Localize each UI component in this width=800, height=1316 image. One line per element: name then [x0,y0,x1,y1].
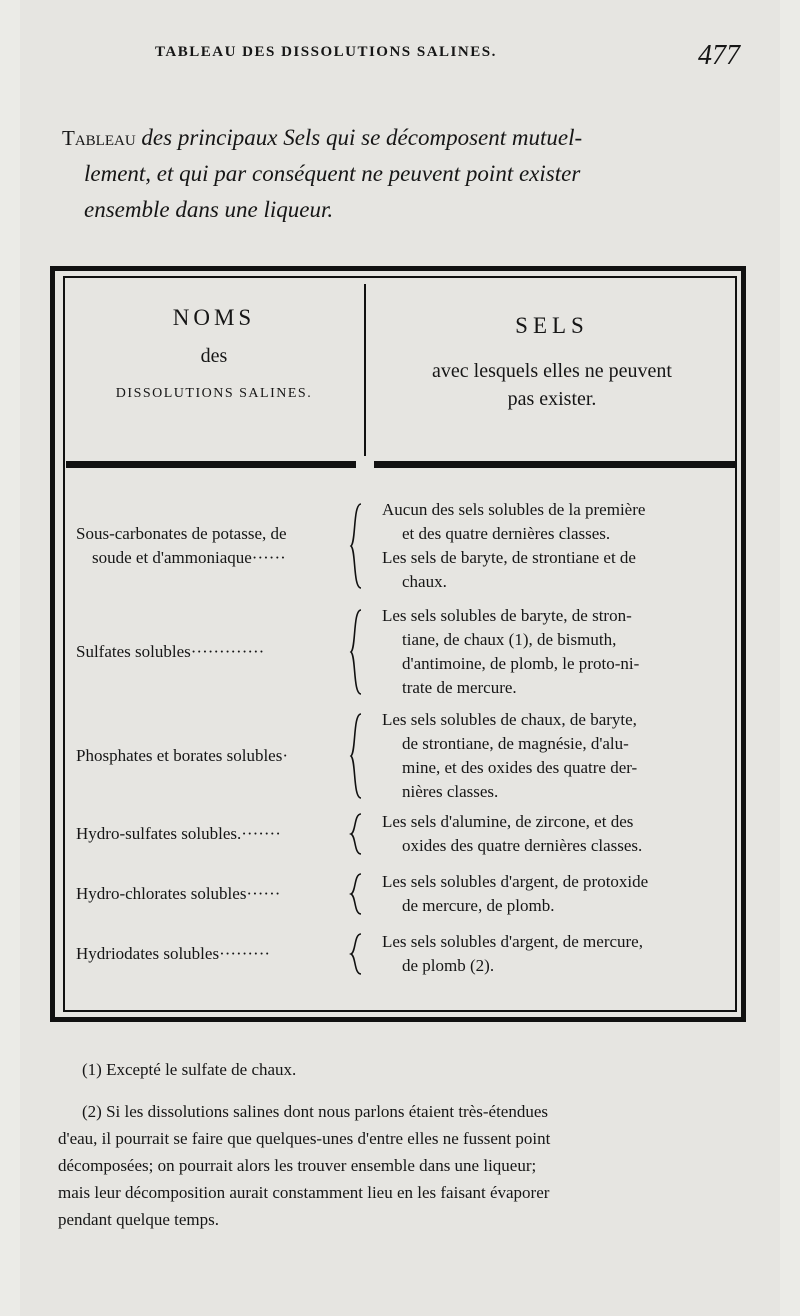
row-salts-line: oxides des quatre dernières classes. [402,836,643,855]
row-name-line: soude et d'ammoniaque······ [92,548,286,567]
row-salts-line: Les sels solubles de chaux, de baryte, [382,710,637,729]
row-salts [382,498,732,594]
row-salts-line: tiane, de chaux (1), de bismuth, [402,630,617,649]
brace-icon [349,608,363,696]
row-salts-line: Les sels solubles de baryte, de stron- [382,606,632,625]
column-header-salts-title: SELS [515,313,589,338]
caption-lead: Tableau [62,126,136,150]
table-row [66,604,738,700]
brace-icon [349,812,363,856]
column-header-names-title: NOMS [172,305,256,330]
row-salts-line: trate de mercure. [402,678,517,697]
table-row [66,810,738,858]
row-name-line: Hydriodates solubles········· [76,944,271,963]
row-salts-line: et des quatre dernières classes. [402,524,611,543]
row-salts-line: mine, et des oxides des quatre der- [402,758,638,777]
table-row [66,708,738,804]
row-salts [382,930,732,978]
caption-line-3: ensemble dans une liqueur. [84,197,334,222]
column-header-names-sub: des [200,345,228,367]
row-salts-line: Les sels solubles d'argent, de mercure, [382,932,643,951]
row-name-line: Sous-carbonates de potasse, de [76,524,287,543]
table-row [66,930,738,978]
row-name-line: Phosphates et borates solubles· [76,746,288,765]
row-salts-line: de plomb (2). [402,956,495,975]
running-head: TABLEAU DES DISSOLUTIONS SALINES. [155,44,497,60]
brace-icon [349,712,363,800]
column-header-names-small: DISSOLUTIONS SALINES. [115,386,313,401]
row-name-line: Hydro-chlorates solubles······ [76,884,281,903]
footnote-2-line: mais leur décomposition aurait constamment lieu en les faisant évaporer [58,1183,550,1202]
footnote-2-line: pendant quelque temps. [58,1210,219,1229]
header-rule-right [374,461,736,468]
table-row [66,498,738,594]
caption-line-2: lement, et qui par conséquent ne peuvent point exister [84,161,581,186]
row-salts-line: nières classes. [402,782,499,801]
brace-icon [349,932,363,976]
row-salts-line: Les sels de baryte, de strontiane et de [382,548,636,567]
table-caption [62,120,752,228]
row-name [76,498,358,594]
column-header-names [66,305,362,402]
row-name [76,604,358,700]
row-salts-line: chaux. [402,572,447,591]
row-name [76,708,358,804]
footnote-2-line: d'eau, il pourrait se faire que quelques-unes d'entre elles ne fussent point [58,1129,551,1148]
caption-text-1: des principaux Sels qui se décomposent mutuel- [141,125,583,150]
row-salts-line: Aucun des sels solubles de la première [382,500,646,519]
column-header-salts-sub-1: avec lesquels elles ne peuvent [432,360,672,382]
row-salts [382,604,732,700]
row-salts-line: de mercure, de plomb. [402,896,555,915]
column-header-salts [370,313,734,413]
header-column-divider [364,284,366,456]
row-name [76,870,358,918]
column-header-salts-sub-2: pas exister. [507,388,597,410]
footnote-2-line: décomposées; on pourrait alors les trouver ensemble dans une liqueur; [58,1156,537,1175]
row-salts [382,708,732,804]
footnote-1 [82,1056,782,1083]
row-salts-line: d'antimoine, de plomb, le proto-ni- [402,654,640,673]
row-salts-line: de strontiane, de magnésie, d'alu- [402,734,629,753]
page-number: 477 [698,40,740,71]
row-salts-line: Les sels solubles d'argent, de protoxide [382,872,649,891]
row-salts-line: Les sels d'alumine, de zircone, et des [382,812,634,831]
footnote-2-line: (2) Si les dissolutions salines dont nous parlons étaient très-étendues [82,1102,549,1121]
row-salts [382,810,732,858]
row-name [76,930,358,978]
brace-icon [349,872,363,916]
brace-icon [349,502,363,590]
table-row [66,870,738,918]
header-rule-left [66,461,356,468]
row-name-line: Sulfates solubles············· [76,642,265,661]
row-salts [382,870,732,918]
row-name [76,810,358,858]
caption-line-1 [62,120,752,156]
row-name-line: Hydro-sulfates solubles.······· [76,824,281,843]
footnote-1-text: (1) Excepté le sulfate de chaux. [82,1060,297,1079]
column-header-salts-sub [370,357,734,413]
footnote-2 [58,1098,758,1233]
